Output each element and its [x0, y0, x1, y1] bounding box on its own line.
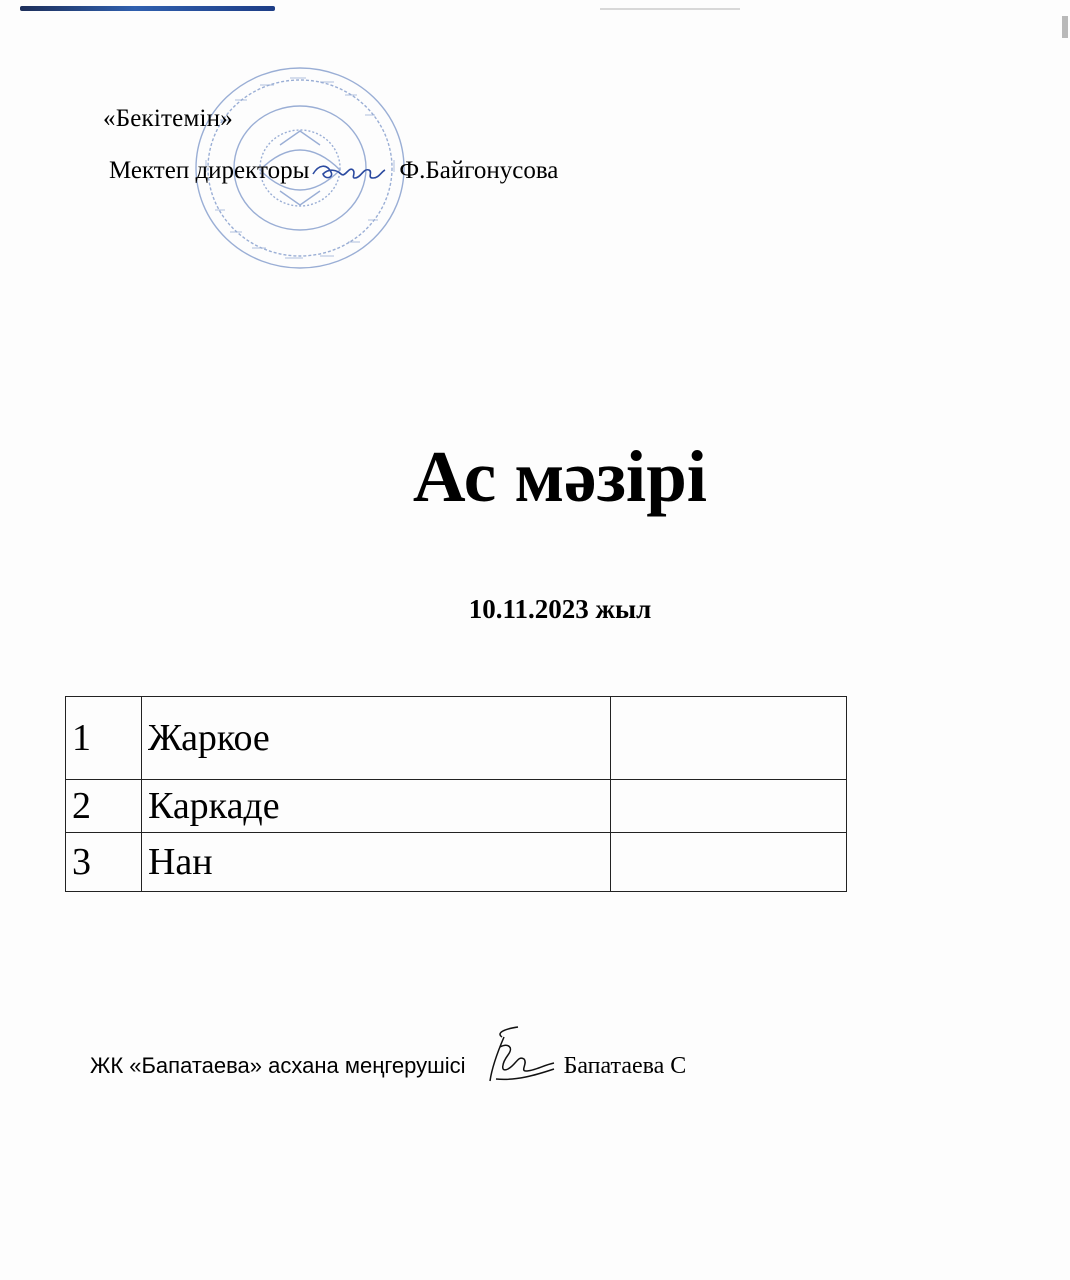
- page-title: Ас мәзірі: [412, 436, 708, 517]
- empty-cell: [610, 780, 846, 833]
- scan-side-mark: [1062, 16, 1068, 38]
- director-line: [109, 156, 558, 186]
- scan-edge-line: [600, 8, 740, 10]
- approval-label: «Бекітемін»: [103, 105, 233, 132]
- menu-item: Нан: [141, 833, 610, 892]
- director-name: Ф.Байгонусова: [399, 157, 559, 184]
- director-label: Мектеп директоры: [109, 157, 310, 184]
- manager-label: ЖК «Бапатаева» асхана меңгерушісі: [90, 1053, 466, 1078]
- empty-cell: [610, 833, 846, 892]
- manager-signature-icon: [478, 1023, 558, 1085]
- menu-table: [65, 696, 847, 892]
- empty-cell: [610, 697, 846, 780]
- row-number: 2: [66, 780, 142, 833]
- table-row: [66, 780, 847, 833]
- director-signature-icon: [309, 156, 397, 186]
- scan-edge-mark: [20, 6, 275, 11]
- manager-name: Бапатаева С: [563, 1052, 687, 1079]
- menu-item: Каркаде: [141, 780, 610, 833]
- table-row: [66, 833, 847, 892]
- footer-signature-line: [90, 1035, 686, 1097]
- row-number: 1: [66, 697, 142, 780]
- menu-date: 10.11.2023 жыл: [468, 594, 652, 624]
- menu-item: Жаркое: [141, 697, 610, 780]
- row-number: 3: [66, 833, 142, 892]
- table-row: [66, 697, 847, 780]
